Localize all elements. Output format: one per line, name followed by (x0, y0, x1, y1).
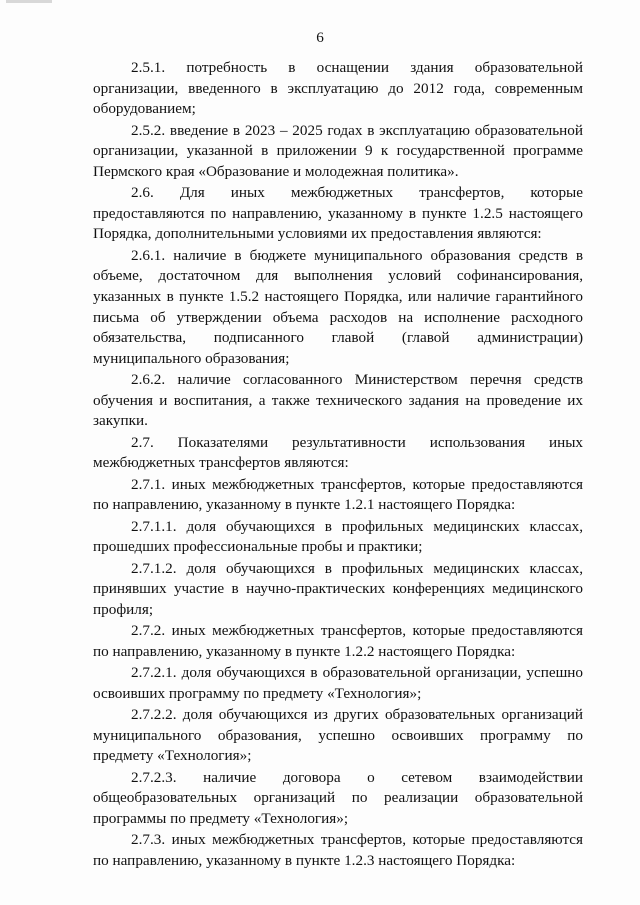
clause-2-5-1: 2.5.1. потребность в оснащении здания образовательной организации, введенного в эксплуатацию до 2012 года, современным оборудованием; (93, 59, 583, 118)
clause-2-7-3: 2.7.3. иных межбюджетных трансфертов, которые предоставляются по направлению, указанному в пункте 1.2.3 настоящего Порядка: (93, 831, 583, 869)
clause-2-7-2-1: 2.7.2.1. доля обучающихся в образовательной организации, успешно освоивших программу по предмету «Технология»; (93, 664, 583, 702)
clause-2-7-1-2: 2.7.1.2. доля обучающихся в профильных медицинских классах, принявших участие в научно-практических конференциях медицинского профиля; (93, 559, 583, 618)
page-number: 6 (316, 29, 324, 46)
clause-2-7-1: 2.7.1. иных межбюджетных трансфертов, которые предоставляются по направлению, указанному в пункте 1.2.1 настоящего Порядка: (93, 475, 583, 514)
clause-2-6-2: 2.6.2. наличие согласованного Министерством перечня средств обучения и воспитания, а также технического задания на проведение их закупки. (93, 371, 583, 430)
clause-2-7-1-1: 2.7.1.1. доля обучающихся в профильных медицинских классах, прошедших профессиональные пробы и практики; (93, 517, 583, 556)
clause-2-5-2: 2.5.2. введение в 2023 – 2025 годах в эксплуатацию образовательной организации, указанной в приложении 9 к государственной программе Пермского края «Образование и молодежная политика». (93, 121, 583, 180)
clause-2-7-2: 2.7.2. иных межбюджетных трансфертов, которые предоставляются по направлению, указанному в пункте 1.2.2 настоящего Порядка: (93, 622, 583, 660)
clause-2-6-1: 2.6.1. наличие в бюджете муниципального образования средств в объеме, достаточном для выполнения условий софинансирования, указанных в пункте 1.5.2 настоящего Порядка, или наличие гарантийного письма об утверждении объема расходов на исполнение расходного обязательства, подписанного главой (главой администрации) муниципального образования; (93, 246, 583, 367)
clause-2-7: 2.7. Показателями результативности использования иных межбюджетных трансфертов являются: (93, 433, 583, 472)
clause-2-7-2-2: 2.7.2.2. доля обучающихся из других образовательных организаций муниципального образования, успешно освоивших программу по предмету «Технология»; (93, 706, 583, 765)
scan-artifact (6, 0, 52, 3)
document-body (93, 58, 583, 872)
clause-2-7-2-3: 2.7.2.3. наличие договора о сетевом взаимодействии общеобразовательных организаций по реализации образовательной программы по предмету «Технология»; (93, 768, 583, 827)
clause-2-6: 2.6. Для иных межбюджетных трансфертов, которые предоставляются по направлению, указанному в пункте 1.2.5 настоящего Порядка, дополнительными условиями их предоставления являются: (93, 184, 583, 243)
